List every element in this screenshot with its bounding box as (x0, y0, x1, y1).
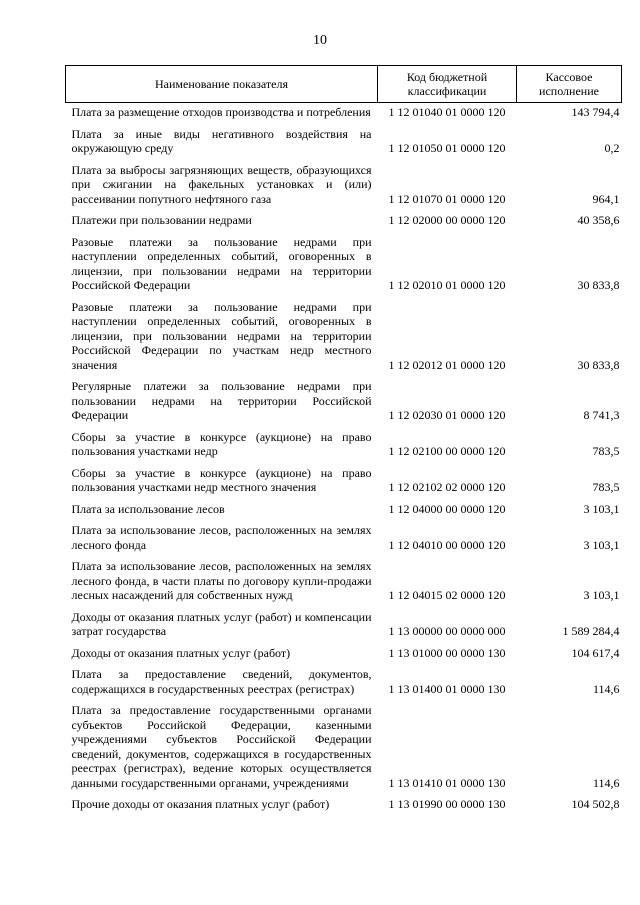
row-value: 40 358,6 (577, 213, 620, 227)
header-row (66, 66, 622, 103)
row-value: 143 794,4 (571, 105, 620, 119)
row-value: 783,5 (592, 444, 620, 458)
row-value: 8 741,3 (583, 408, 620, 422)
table-row (66, 500, 622, 522)
header-value: Кассовое исполнение (517, 66, 622, 103)
table-row (66, 557, 622, 608)
budget-table (65, 65, 622, 817)
table-row (66, 298, 622, 378)
page-number: 10 (313, 33, 327, 48)
row-code: 1 12 04010 00 0000 120 (388, 537, 506, 552)
row-code: 1 12 02000 00 0000 120 (388, 213, 506, 227)
row-value: 114,6 (592, 681, 620, 696)
table-row (66, 125, 622, 161)
header-code: Код бюджетной классификации (378, 66, 517, 103)
row-value: 783,5 (592, 480, 620, 494)
table-row (66, 795, 622, 817)
row-code: 1 13 00000 00 0000 000 (388, 624, 506, 638)
row-name: Плата за предоставление сведений, документов, содержащихся в государственных реестрах (регистрах) (71, 667, 372, 696)
table-row (66, 377, 622, 428)
table-row (66, 644, 622, 666)
row-name: Доходы от оказания платных услуг (работ) (71, 645, 291, 660)
row-name: Плата за использование лесов, расположенных на землях лесного фонда (71, 523, 372, 552)
row-code: 1 12 02010 01 0000 120 (388, 278, 506, 292)
row-code: 1 13 01000 00 0000 130 (388, 645, 506, 660)
row-name: Сборы за участие в конкурсе (аукционе) на право пользования участками недр местного значения (71, 465, 372, 494)
row-name: Разовые платежи за пользование недрами при наступлении определенных событий, оговоренных в лицензии, при пользовании недрами на территории Российской Федерации по участкам недр местного значения (71, 299, 372, 372)
row-value: 3 103,1 (583, 537, 620, 552)
row-name: Регулярные платежи за пользование недрами при пользовании недрами на территории Российской Федерации (71, 379, 372, 422)
row-name: Доходы от оказания платных услуг (работ) и компенсации затрат государства (71, 609, 372, 638)
row-code: 1 12 04000 00 0000 120 (388, 501, 506, 516)
row-code: 1 12 02030 01 0000 120 (388, 408, 506, 422)
row-code: 1 13 01410 01 0000 130 (388, 775, 506, 790)
row-value: 3 103,1 (583, 588, 620, 602)
row-name: Плата за выбросы загрязняющих веществ, образующихся при сжигании на факельных установках и (или) рассеивании попутного нефтяного газа (71, 162, 372, 206)
row-value: 104 502,8 (571, 797, 620, 811)
row-name: Платежи при пользовании недрами (71, 213, 252, 227)
row-name: Прочие доходы от оказания платных услуг (работ) (71, 797, 330, 811)
row-value: 104 617,4 (571, 645, 620, 660)
header-name: Наименование показателя (66, 66, 378, 103)
row-name: Плата за размещение отходов производства и потребления (71, 105, 371, 119)
row-value: 0,2 (604, 141, 620, 155)
table-row (66, 521, 622, 557)
row-value: 964,1 (592, 191, 620, 206)
row-name: Сборы за участие в конкурсе (аукционе) на право пользования участками недр (71, 429, 372, 458)
row-value: 30 833,8 (577, 278, 620, 292)
row-name: Плата за использование лесов (71, 501, 225, 516)
table-row (66, 161, 622, 212)
table-header (66, 66, 622, 103)
row-code: 1 12 02102 02 0000 120 (388, 480, 506, 494)
row-code: 1 12 01070 01 0000 120 (388, 191, 506, 206)
row-name: Плата за иные виды негативного воздействия на окружающую среду (71, 126, 372, 155)
row-code: 1 12 01040 01 0000 120 (388, 105, 506, 119)
table-row (66, 103, 622, 125)
table-row (66, 428, 622, 464)
row-value: 114,6 (592, 775, 620, 790)
table-row (66, 608, 622, 644)
table-row (66, 233, 622, 298)
table-row (66, 665, 622, 701)
row-value: 30 833,8 (577, 357, 620, 372)
table-row (66, 211, 622, 233)
row-code: 1 12 02100 00 0000 120 (388, 444, 506, 458)
row-code: 1 13 01990 00 0000 130 (388, 797, 506, 811)
table-body (66, 103, 622, 817)
row-name: Плата за предоставление государственными органами субъектов Российской Федерации, казенными учреждениями субъектов Российской Федерации сведений, документов, содержащихся в государственных реестрах (регистрах), ведение которых осуществляется данными государственными органами, учреждениями (71, 703, 372, 790)
row-name: Плата за использование лесов, расположенных на землях лесного фонда, в части платы по договору купли-продажи лесных насаждений для собственных нужд (71, 559, 372, 602)
table-row (66, 464, 622, 500)
row-code: 1 13 01400 01 0000 130 (388, 681, 506, 696)
row-code: 1 12 01050 01 0000 120 (388, 141, 506, 155)
row-value: 1 589 284,4 (562, 624, 620, 638)
row-name: Разовые платежи за пользование недрами при наступлении определенных событий, оговоренных в лицензии, при пользовании недрами на территории Российской Федерации (71, 234, 372, 292)
row-value: 3 103,1 (583, 501, 620, 516)
row-code: 1 12 02012 01 0000 120 (388, 357, 506, 372)
table-row (66, 701, 622, 795)
row-code: 1 12 04015 02 0000 120 (388, 588, 506, 602)
